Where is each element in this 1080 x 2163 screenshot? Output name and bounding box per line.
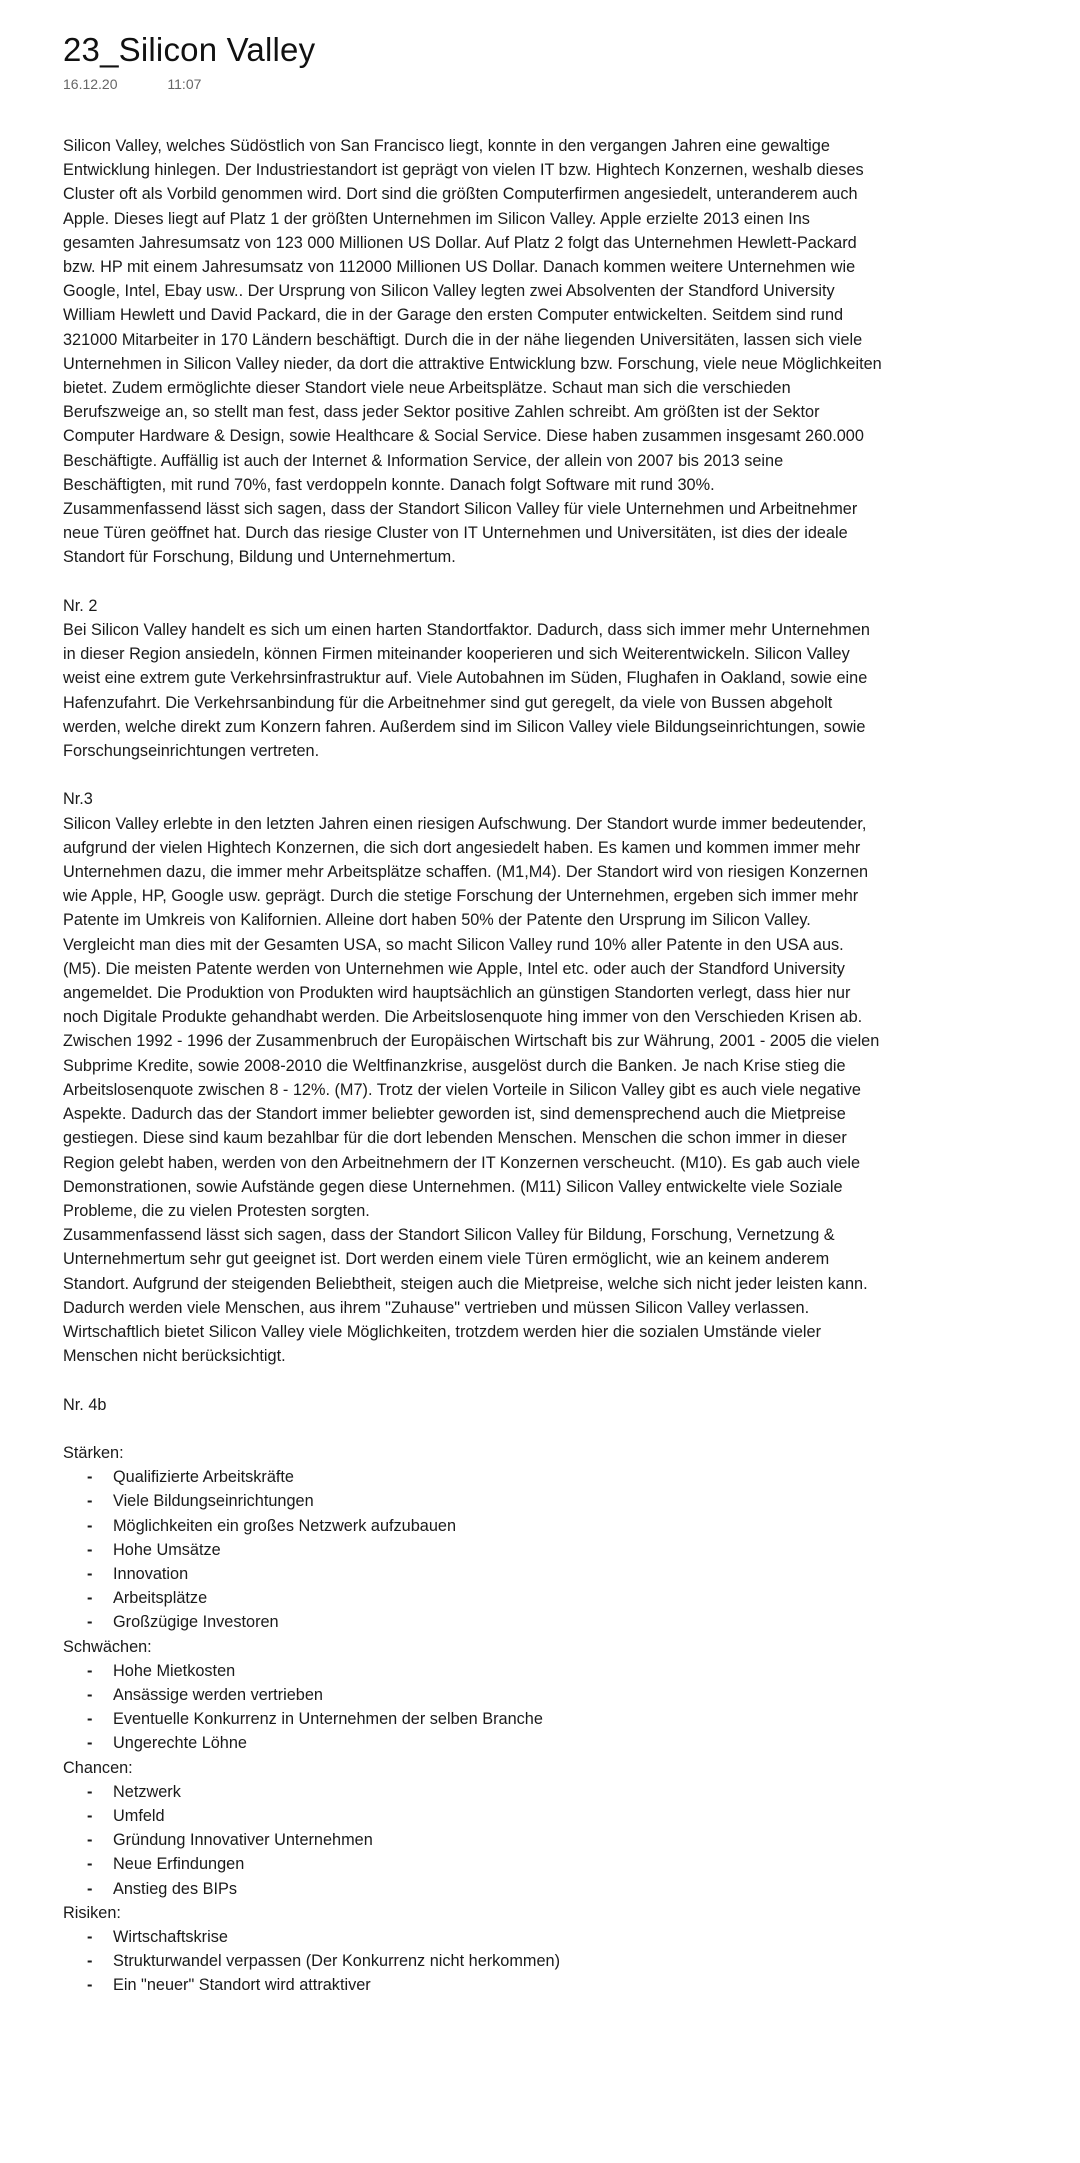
list-item: - Ungerechte Löhne — [87, 1731, 883, 1755]
swot-list-risiken — [63, 1925, 883, 1998]
list-item: - Arbeitsplätze — [87, 1586, 883, 1610]
list-item: - Hohe Mietkosten — [87, 1659, 883, 1683]
list-item: - Gründung Innovativer Unternehmen — [87, 1828, 883, 1852]
section-heading-nr3: Nr.3 — [63, 790, 93, 809]
swot-list-chancen — [63, 1780, 883, 1901]
list-item: - Wirtschaftskrise — [87, 1925, 883, 1949]
note-meta — [63, 76, 883, 96]
swot-list-schwaechen — [63, 1659, 883, 1756]
list-item: - Netzwerk — [87, 1780, 883, 1804]
list-item: - Anstieg des BIPs — [87, 1877, 883, 1901]
swot-label-chancen: Chancen: — [63, 1758, 133, 1777]
list-item: - Innovation — [87, 1562, 883, 1586]
list-item: - Umfeld — [87, 1804, 883, 1828]
list-item: - Großzügige Investoren — [87, 1610, 883, 1634]
list-item: - Qualifizierte Arbeitskräfte — [87, 1465, 883, 1489]
list-item: - Neue Erfindungen — [87, 1852, 883, 1876]
note-body — [63, 134, 883, 1998]
list-item: - Möglichkeiten ein großes Netzwerk aufzubauen — [87, 1514, 883, 1538]
nr2-paragraph: Bei Silicon Valley handelt es sich um einen harten Standortfaktor. Dadurch, dass sich immer mehr Unternehmen in dieser Region ansiedeln, können Firmen miteinander kooperieren und sich Weiterentwickeln. Silicon Valley weist eine extrem gute Verkehrsinfrastruktur auf. Viele Autobahnen im Süden, Flughafen in Oakland, sowie eine Hafenzufahrt. Die Verkehrsanbindung für die Arbeitnehmer sind gut geregelt, da viele von Bussen abgeholt werden, welche direkt zum Konzern fahren. Außerdem sind im Silicon Valley viele Bildungseinrichtungen, sowie Forschungseinrichtungen vertreten. — [63, 621, 870, 761]
swot-label-staerken: Stärken: — [63, 1443, 124, 1462]
list-item: - Hohe Umsätze — [87, 1538, 883, 1562]
intro-paragraph: Silicon Valley, welches Südöstlich von San Francisco liegt, konnte in den vergangen Jahren eine gewaltige Entwicklung hinlegen. Der Industriestandort ist geprägt von vielen IT bzw. Hightech Konzernen, weshalb dieses Cluster oft als Vorbild genommen wird. Dort sind die größten Computerfirmen angesiedelt, unteranderem auch Apple. Dieses liegt auf Platz 1 der größten Unternehmen im Silicon Valley. Apple erzielte 2013 einen Ins gesamten Jahresumsatz von 123 000 Millionen US Dollar. Auf Platz 2 folgt das Unternehmen Hewlett-Packard bzw. HP mit einem Jahresumsatz von 112000 Millionen US Dollar. Danach kommen weitere Unternehmen wie Google, Intel, Ebay usw.. Der Ursprung von Silicon Valley legten zwei Absolventen der Standford University William Hewlett und David Packard, die in der Garage den ersten Computer entwickelten. Seitdem sind rund 321000 Mitarbeiter in 170 Ländern beschäftigt. Durch die in der nähe liegenden Universitäten, lassen sich viele Unternehmen in Silicon Valley nieder, da dort die attraktive Entwicklung bzw. Forschung, viele neue Möglichkeiten bietet. Zudem ermöglichte dieser Standort viele neue Arbeitsplätze. Schaut man sich die verschieden Berufszweige an, so stellt man fest, dass jeder Sektor positive Zahlen schreibt. Am größten ist der Sektor Computer Hardware & Design, sowie Healthcare & Social Service. Diese haben zusammen insgesamt 260.000 Beschäftigte. Auffällig ist auch der Internet & Information Service, der allein von 2007 bis 2013 seine Beschäftigten, mit rund 70%, fast verdoppeln konnte. Danach folgt Software mit rund 30%. — [63, 137, 882, 494]
list-item: - Viele Bildungseinrichtungen — [87, 1489, 883, 1513]
nr3-paragraph: Silicon Valley erlebte in den letzten Jahren einen riesigen Aufschwung. Der Standort wurde immer bedeutender, aufgrund der vielen Hightech Konzernen, die sich dort angesiedelt haben. Es kamen und kommen immer mehr Unternehmen dazu, die immer mehr Arbeitsplätze schaffen. (M1,M4). Der Standort wird von riesigen Konzernen wie Apple, HP, Google usw. geprägt. Durch die stetige Forschung der Unternehmen, ergeben sich immer mehr Patente im Umkreis von Kalifornien. Alleine dort haben 50% der Patente den Ursprung im Silicon Valley. Vergleicht man dies mit der Gesamten USA, so macht Silicon Valley rund 10% aller Patente in den USA aus. (M5). Die meisten Patente werden von Unternehmen wie Apple, Intel etc. oder auch der Standford University angemeldet. Die Produktion von Produkten wird hauptsächlich an günstigen Standorten verlegt, dass hier nur noch Digitale Produkte gehandhabt werden. Die Arbeitslosenquote hing immer von den Verschieden Krisen ab. Zwischen 1992 - 1996 der Zusammenbruch der Europäischen Wirtschaft bis zur Währung, 2001 - 2005 die vielen Subprime Kredite, sowie 2008-2010 die Weltfinanzkrise, ausgelöst durch die Banken. Je nach Krise stieg die Arbeitslosenquote zwischen 8 - 12%. (M7). Trotz der vielen Vorteile in Silicon Valley gibt es auch viele negative Aspekte. Dadurch das der Standort immer beliebter geworden ist, sind demensprechend auch die Mietpreise gestiegen. Diese sind kaum bezahlbar für die dort lebenden Menschen. Menschen die schon immer in dieser Region gelebt haben, werden von den Arbeitnehmern der IT Konzernen verscheucht. (M10). Es gab auch viele Demonstrationen, sowie Aufstände gegen diese Unternehmen. (M11) Silicon Valley entwickelte viele Soziale Probleme, die zu vielen Protesten sorgten. — [63, 814, 880, 1220]
list-item: - Ansässige werden vertrieben — [87, 1683, 883, 1707]
intro-summary-paragraph: Zusammenfassend lässt sich sagen, dass der Standort Silicon Valley für viele Unternehmen und Arbeitnehmer neue Türen geöffnet hat. Durch das riesige Cluster von IT Unternehmen und Universitäten, ist dies der ideale Standort für Forschung, Bildung und Unternehmertum. — [63, 500, 858, 567]
list-item: - Eventuelle Konkurrenz in Unternehmen der selben Branche — [87, 1707, 883, 1731]
page-title: 23_Silicon Valley — [63, 31, 316, 68]
swot-list-staerken — [63, 1465, 883, 1634]
list-item: - Strukturwandel verpassen (Der Konkurrenz nicht herkommen) — [87, 1949, 883, 1973]
nr3-summary-paragraph: Zusammenfassend lässt sich sagen, dass der Standort Silicon Valley für Bildung, Forschung, Vernetzung & Unternehmertum sehr gut geeignet ist. Dort werden einem viele Türen ermöglicht, wie an keinem anderem Standort. Aufgrund der steigenden Beliebtheit, steigen auch die Mietpreise, welche sich nicht jeder leisten kann. Dadurch werden viele Menschen, aus ihrem "Zuhause" vertrieben und müssen Silicon Valley verlassen. Wirtschaftlich bietet Silicon Valley viele Möglichkeiten, trotzdem werden hier die sozialen Umstände vieler Menschen nicht berücksichtigt. — [63, 1226, 868, 1366]
note-date: 16.12.20 — [63, 76, 118, 92]
swot-label-schwaechen: Schwächen: — [63, 1637, 152, 1656]
note-time: 11:07 — [167, 76, 202, 92]
section-heading-nr2: Nr. 2 — [63, 596, 98, 615]
section-heading-nr4b: Nr. 4b — [63, 1395, 107, 1414]
swot-label-risiken: Risiken: — [63, 1903, 121, 1922]
list-item: - Ein "neuer" Standort wird attraktiver — [87, 1973, 883, 1997]
